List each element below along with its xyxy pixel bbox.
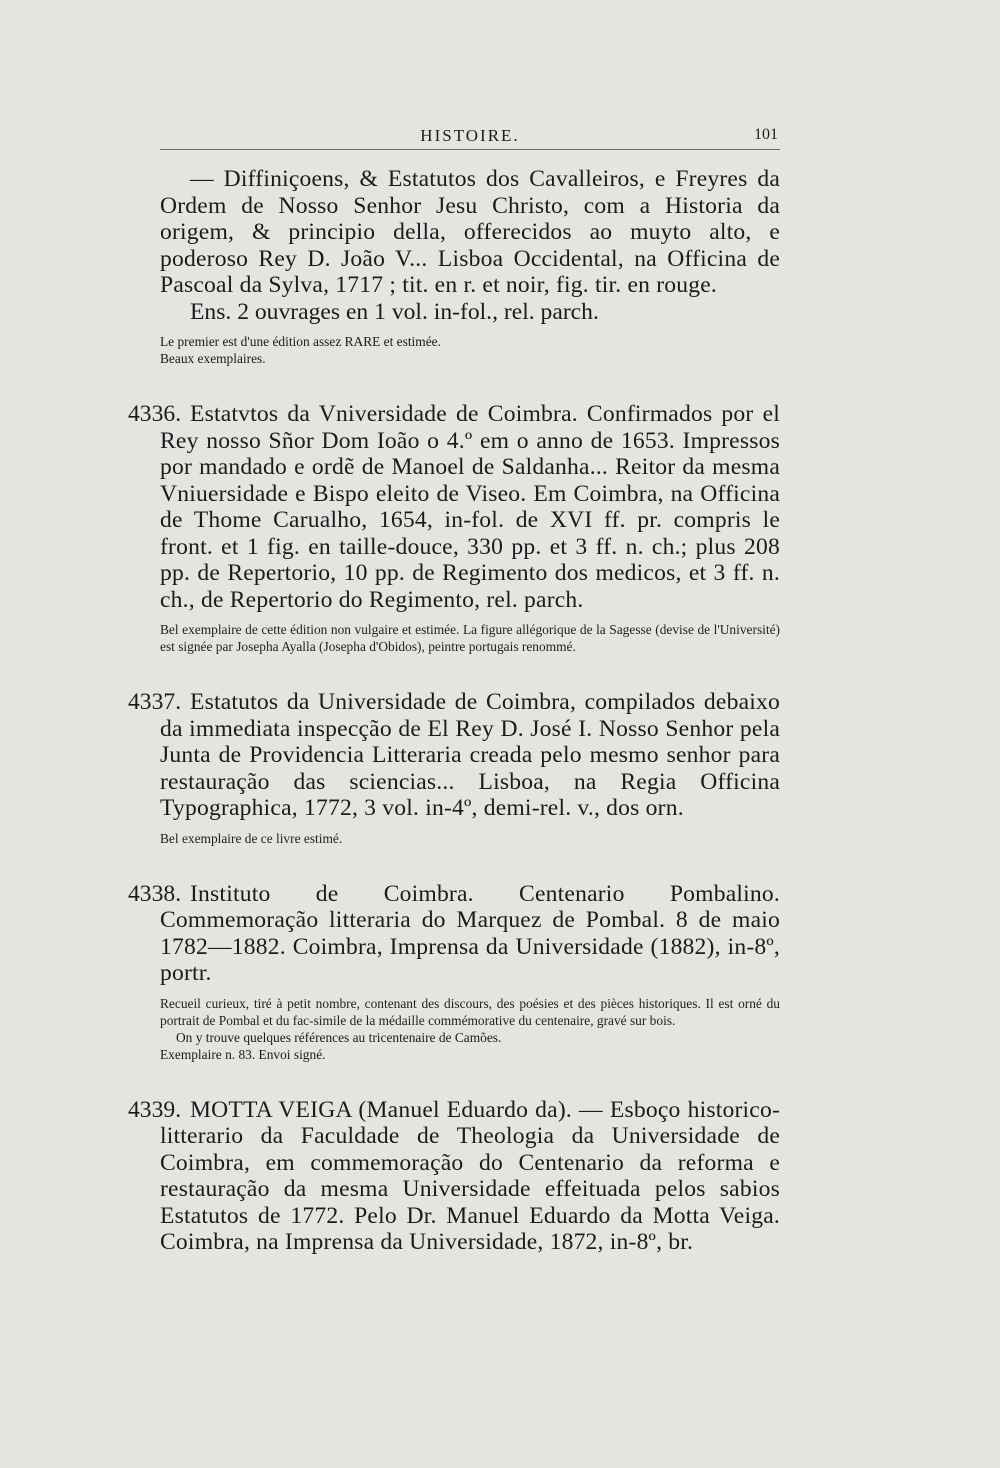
entry-note: Exemplaire n. 83. Envoi signé.: [160, 1046, 326, 1062]
entry-text: Estatvtos da Vniversidade de Coimbra. Confirmados por el Rey nosso Sñor Dom Ioão o 4.º em o anno de 1653. Impressos por mandado e ordẽ de Manoel de Saldanha... Reitor da mesma Vniuersidade e Bispo eleito de Viseo. Em Coimbra, na Officina de Thome Carualho, 1654, in-fol. de XVI ff. pr. compris le front. et 1 fig. en taille-douce, 330 pp. et 3 ff. n. ch.; plus 208 pp. de Repertorio, 10 pp. de Regimento dos medicos, et 3 ff. n. ch., de Repertorio do Regimento, rel. parch.: [160, 401, 780, 613]
entry-number: 4338.: [128, 880, 182, 907]
entry-note: Le premier est d'une édition assez RARE et estimée.: [160, 334, 441, 349]
entry-number: 4336.: [128, 401, 182, 427]
entry-note: On y trouve quelques références au tricentenaire de Camões.: [176, 1029, 502, 1045]
running-title: HISTOIRE.: [420, 126, 520, 145]
entry-note: Recueil curieux, tiré à petit nombre, contenant des discours, des poésies et des pièces historiques. Il est orné du portrait de Pombal et du fac-simile de la médaille commémorative du centenaire, gravé sur bois.: [160, 995, 780, 1028]
entry-continuation: [160, 166, 780, 367]
entry-note: Beaux exemplaires.: [160, 351, 266, 366]
page-header: [160, 124, 780, 148]
entry-note: Bel exemplaire de ce livre estimé.: [160, 830, 343, 846]
entry-number: 4339.: [128, 1096, 182, 1123]
entry-text: MOTTA VEIGA (Manuel Eduardo da). — Esboço historico-litterario da Faculdade de Theologia da Universidade de Coimbra, em commemoração do Centenario da reforma e restauração da mesma Universidade effeituada pelos sabios Estatutos de 1772. Pelo Dr. Manuel Eduardo da Motta Veiga. Coimbra, na Imprensa da Universidade, 1872, in-8º, br.: [160, 1096, 780, 1255]
entry-text: — Diffiniçoens, & Estatutos dos Cavalleiros, e Freyres da Ordem de Nosso Senhor Jesu Christo, com a Historia da origem, & principio della, offerecidos ao muyto alto, e poderoso Rey D. João V... Lisboa Occidental, na Officina de Pascoal da Sylva, 1717 ; tit. en r. et noir, fig. tir. en rouge.: [160, 166, 780, 298]
entry-4337: [128, 689, 780, 847]
entry-note: Bel exemplaire de cette édition non vulgaire et estimée. La figure allégorique de la Sagesse (devise de l'Université) est signée par Josepha Ayalla (Josepha d'Obidos), peintre portugais renommé.: [160, 622, 780, 654]
catalogue-body: [128, 166, 780, 1256]
entry-ens-line: Ens. 2 ouvrages en 1 vol. in-fol., rel. parch.: [190, 298, 599, 325]
entry-4338: [128, 880, 780, 1063]
entry-text: Instituto de Coimbra. Centenario Pombalino. Commemoração litteraria do Marquez de Pombal. 8 de maio 1782—1882. Coimbra, Imprensa da Universidade (1882), in-8º, portr.: [160, 880, 780, 986]
entry-text: Estatutos da Universidade de Coimbra, compilados debaixo da immediata inspecção de El Rey D. José I. Nosso Senhor pela Junta de Providencia Litteraria creada pelo mesmo senhor para restauração das sciencias... Lisboa, na Regia Officina Typographica, 1772, 3 vol. in-4º, demi-rel. v., dos orn.: [160, 689, 780, 821]
header-rule: [160, 149, 780, 150]
entry-number: 4337.: [128, 689, 182, 715]
entry-4336: [128, 401, 780, 655]
page-number: 101: [754, 126, 778, 143]
entry-4339: [128, 1096, 780, 1256]
